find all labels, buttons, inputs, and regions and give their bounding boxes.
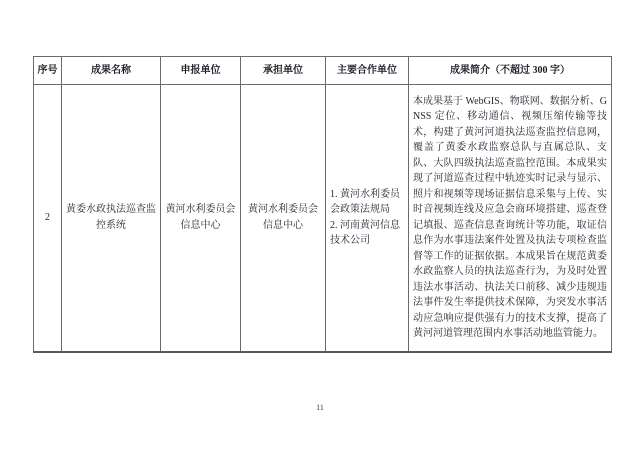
table-header-row (34, 57, 612, 85)
header-undertaking-unit: 承担单位 (241, 57, 326, 85)
cell-undertaking-unit: 黄河水利委员会信息中心 (241, 85, 326, 352)
header-partners: 主要合作单位 (326, 57, 409, 85)
results-table (33, 56, 612, 353)
header-achievement-name: 成果名称 (62, 57, 161, 85)
table-row (34, 85, 612, 352)
header-index: 序号 (34, 57, 62, 85)
cell-partners (326, 85, 409, 352)
cell-index: 2 (34, 85, 62, 352)
summary-text: 本成果基于 WebGIS、物联网、数据分析、GNSS 定位、移动通信、视频压缩传输等技术，构建了黄河河道执法巡查监控信息网，覆盖了黄委水政监察总队与直属总队、支队、大队四级执法巡查监控范围。本成果实现了河道巡查过程中轨迹实时记录与显示、照片和视频等现场证据信息采集与上传、实时音视频连线及应急会商环境搭建、巡查登记填报、巡查信息查询统计等功能，取证信息作为水事违法案件处置及执法专项检查监督等工作的证据依据。本成果旨在规范黄委水政监察人员的执法巡查行为，为及时处置违法水事活动、执法关口前移、减少违规违法事件发生率提供技术保障，为突发水事活动应急响应提供强有力的技术支撑，提高了黄河河道管理范围内水事活动地监管能力。 (413, 95, 607, 340)
partner-item: 1. 黄河水利委员会政策法规局 (330, 188, 400, 216)
cell-declaring-unit: 黄河水利委员会信息中心 (161, 85, 241, 352)
page-number: 11 (316, 403, 324, 412)
cell-summary (409, 85, 612, 352)
cell-achievement-name: 黄委水政执法巡查监控系统 (62, 85, 161, 352)
header-declaring-unit: 申报单位 (161, 57, 241, 85)
partner-item: 2. 河南黄河信息技术公司 (330, 219, 400, 247)
header-summary: 成果简介（不超过 300 字） (409, 57, 612, 85)
